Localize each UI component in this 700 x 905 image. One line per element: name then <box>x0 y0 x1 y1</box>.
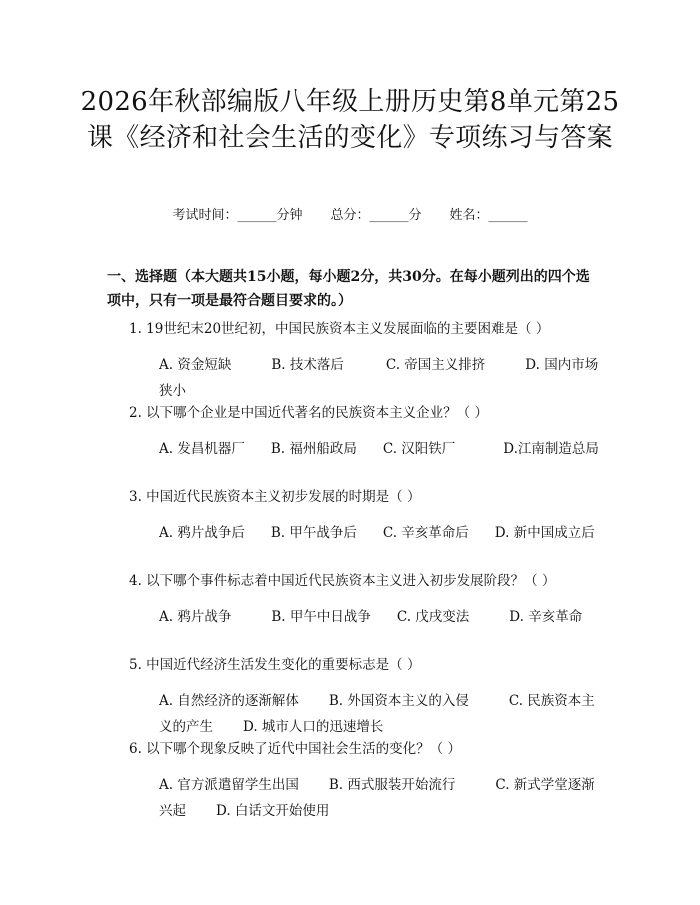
score-label: 总分： <box>330 208 370 223</box>
option-group <box>107 772 599 824</box>
option-a: A. 自然经济的逐渐解体 <box>159 693 299 709</box>
option-a: A. 鸦片战争后 <box>159 525 245 541</box>
option-a: A. 发昌机器厂 <box>159 441 245 457</box>
name-label: 姓名： <box>449 208 489 223</box>
option-group <box>107 436 599 462</box>
option-group <box>107 520 599 546</box>
option-b: B. 外国资本主义的入侵 <box>328 693 469 709</box>
option-d: D. 新中国成立后 <box>494 525 595 541</box>
question-stem: 1. 19世纪末20世纪初，中国民族资本主义发展面临的主要困难是（ ） <box>129 321 550 337</box>
option-b: B. 甲午战争后 <box>270 525 357 541</box>
option-a: A. 官方派遣留学生出国 <box>159 777 299 793</box>
option-a: A. 资金短缺 <box>159 357 232 373</box>
section-heading: 一、选择题（本大题共15小题，每小题2分，共30分。在每小题列出的四个选项中，只有一项是最符合题目要求的。） <box>107 269 590 309</box>
option-d: D. 白话文开始使用 <box>216 803 330 819</box>
question-stem: 5. 中国近代经济生活发生变化的重要标志是（ ） <box>129 657 421 673</box>
time-unit: 分钟 <box>276 208 303 223</box>
question-2 <box>107 402 599 462</box>
option-c: C. 辛亥革命后 <box>382 525 469 541</box>
option-b: B. 西式服装开始流行 <box>328 777 456 793</box>
question-3 <box>107 486 599 546</box>
option-d: D. 城市人口的迅速增长 <box>243 719 384 735</box>
question-stem: 4. 以下哪个事件标志着中国近代民族资本主义进入初步发展阶段？（ ） <box>129 573 556 589</box>
option-c: C. 戊戌变法 <box>396 609 470 625</box>
option-c: C. 新式学堂逐渐兴起 <box>159 777 595 819</box>
question-1 <box>107 318 599 404</box>
option-c: C. 帝国主义排挤 <box>385 357 486 373</box>
option-b: B. 福州船政局 <box>270 441 357 457</box>
option-c: C. 汉阳铁厂 <box>382 441 456 457</box>
option-c: C. 民族资本主义的产生 <box>159 693 595 735</box>
option-a: A. 鸦片战争 <box>159 609 232 625</box>
question-5 <box>107 654 599 740</box>
option-b: B. 甲午中日战争 <box>271 609 371 625</box>
option-group <box>107 688 599 740</box>
document-title: 2026年秋部编版八年级上册历史第8单元第25课《经济和社会生活的变化》专项练习与答案 <box>80 87 620 153</box>
exam-info-line <box>0 206 700 226</box>
question-4 <box>107 570 599 630</box>
name-blank: ______ <box>488 208 528 223</box>
option-d: D. 国内市场狭小 <box>159 357 599 399</box>
option-b: B. 技术落后 <box>271 357 344 373</box>
question-6 <box>107 738 599 824</box>
time-blank: ______ <box>237 208 277 223</box>
question-stem: 6. 以下哪个现象反映了近代中国社会生活的变化？（ ） <box>129 741 461 757</box>
time-label: 考试时间： <box>172 208 238 223</box>
score-unit: 分 <box>408 208 422 223</box>
question-stem: 3. 中国近代民族资本主义初步发展的时期是（ ） <box>129 489 421 505</box>
option-d: D.江南制造总局 <box>503 441 599 457</box>
question-stem: 2. 以下哪个企业是中国近代著名的民族资本主义企业？（ ） <box>129 405 488 421</box>
option-group <box>107 352 599 404</box>
option-d: D. 辛亥革命 <box>509 609 583 625</box>
score-blank: ______ <box>369 208 409 223</box>
option-group <box>107 604 599 630</box>
